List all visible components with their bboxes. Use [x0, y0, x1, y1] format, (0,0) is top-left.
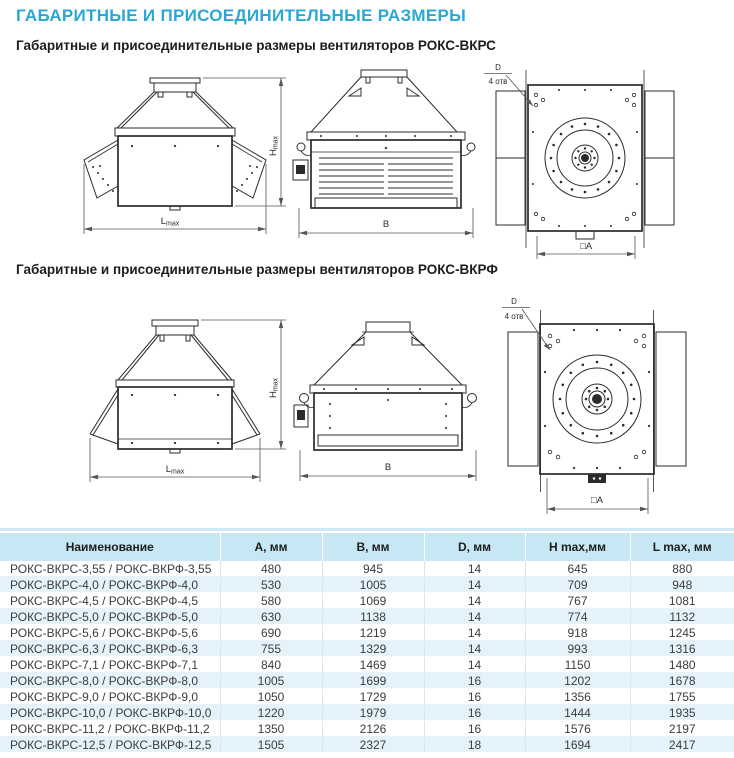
row-value-cell: 2126	[322, 721, 424, 737]
row-value-cell: 1755	[630, 689, 734, 705]
row-value-cell: 1350	[220, 721, 322, 737]
row-value-cell: 1150	[525, 657, 630, 673]
row-value-cell: 1935	[630, 705, 734, 721]
table-row	[0, 657, 734, 673]
row-value-cell: 2417	[630, 737, 734, 753]
row-name-cell: РОКС-ВКРС-8,0 / РОКС-ВКРФ-8,0	[0, 673, 220, 689]
col-header-a: А, мм	[220, 533, 322, 561]
row-value-cell: 1202	[525, 673, 630, 689]
row-value-cell: 14	[424, 641, 525, 657]
row-value-cell: 645	[525, 561, 630, 577]
row-value-cell: 14	[424, 609, 525, 625]
row-value-cell: 1220	[220, 705, 322, 721]
row-value-cell: 2197	[630, 721, 734, 737]
row-name-cell: РОКС-ВКРС-5,0 / РОКС-ВКРФ-5,0	[0, 609, 220, 625]
row-value-cell: 1729	[322, 689, 424, 705]
col-header-name: Наименование	[0, 533, 220, 561]
hole-diameter-label: D	[511, 297, 517, 306]
hmax-label: Hmax	[268, 377, 280, 399]
row-name-cell: РОКС-ВКРС-9,0 / РОКС-ВКРФ-9,0	[0, 689, 220, 705]
page-title: ГАБАРИТНЫЕ И ПРИСОЕДИНИТЕЛЬНЫЕ РАЗМЕРЫ	[16, 6, 467, 25]
lmax-label: Lmax	[160, 216, 180, 228]
hmax-label: Hmax	[268, 135, 280, 157]
row-value-cell: 709	[525, 577, 630, 593]
vkrs-top-view-drawing	[476, 58, 734, 263]
row-name-cell: РОКС-ВКРС-4,0 / РОКС-ВКРФ-4,0	[0, 577, 220, 593]
row-value-cell: 18	[424, 737, 525, 753]
row-value-cell: 1480	[630, 657, 734, 673]
row-name-cell: РОКС-ВКРС-10,0 / РОКС-ВКРФ-10,0	[0, 705, 220, 721]
table-header-row	[0, 533, 734, 561]
row-value-cell: 1316	[630, 641, 734, 657]
row-value-cell: 690	[220, 625, 322, 641]
row-value-cell: 755	[220, 641, 322, 657]
row-value-cell: 16	[424, 689, 525, 705]
row-value-cell: 1219	[322, 625, 424, 641]
row-value-cell: 1329	[322, 641, 424, 657]
col-header-lmax: L max, мм	[630, 533, 734, 561]
row-value-cell: 16	[424, 705, 525, 721]
hole-count-label: 4 отв	[504, 312, 524, 321]
vkrf-side-view-drawing	[290, 292, 490, 524]
row-value-cell: 14	[424, 577, 525, 593]
row-value-cell: 14	[424, 625, 525, 641]
row-value-cell: 14	[424, 657, 525, 673]
row-value-cell: 1132	[630, 609, 734, 625]
row-name-cell: РОКС-ВКРС-6,3 / РОКС-ВКРФ-6,3	[0, 641, 220, 657]
row-value-cell: 530	[220, 577, 322, 593]
row-value-cell: 16	[424, 673, 525, 689]
table-row	[0, 737, 734, 753]
table-row	[0, 593, 734, 609]
table-row	[0, 721, 734, 737]
hole-diameter-label: D	[495, 63, 501, 72]
dimensions-table-section	[0, 528, 734, 753]
row-name-cell: РОКС-ВКРС-3,55 / РОКС-ВКРФ-3,55	[0, 561, 220, 577]
vkrs-front-view-drawing	[20, 66, 295, 258]
row-value-cell: 14	[424, 593, 525, 609]
row-value-cell: 1469	[322, 657, 424, 673]
table-row	[0, 689, 734, 705]
b-dim-label: B	[384, 462, 392, 473]
row-value-cell: 1444	[525, 705, 630, 721]
row-value-cell: 993	[525, 641, 630, 657]
table-row	[0, 705, 734, 721]
row-name-cell: РОКС-ВКРС-7,1 / РОКС-ВКРФ-7,1	[0, 657, 220, 673]
row-value-cell: 14	[424, 561, 525, 577]
row-value-cell: 1245	[630, 625, 734, 641]
row-value-cell: 1069	[322, 593, 424, 609]
row-name-cell: РОКС-ВКРС-12,5 / РОКС-ВКРФ-12,5	[0, 737, 220, 753]
col-header-d: D, мм	[424, 533, 525, 561]
row-value-cell: 840	[220, 657, 322, 673]
row-name-cell: РОКС-ВКРС-5,6 / РОКС-ВКРФ-5,6	[0, 625, 220, 641]
b-dim-label: B	[382, 219, 390, 230]
row-value-cell: 630	[220, 609, 322, 625]
row-value-cell: 880	[630, 561, 734, 577]
row-value-cell: 1694	[525, 737, 630, 753]
row-value-cell: 1081	[630, 593, 734, 609]
table-row	[0, 577, 734, 593]
lmax-label: Lmax	[165, 464, 185, 476]
dimensions-table	[0, 533, 734, 753]
section-heading-vkrs: Габаритные и присоединительные размеры вентиляторов РОКС-ВКРС	[16, 38, 496, 53]
row-value-cell: 480	[220, 561, 322, 577]
table-row	[0, 641, 734, 657]
table-row	[0, 625, 734, 641]
row-value-cell: 1005	[322, 577, 424, 593]
row-value-cell: 1678	[630, 673, 734, 689]
row-value-cell: 1576	[525, 721, 630, 737]
col-header-hmax: Н max,мм	[525, 533, 630, 561]
dimensions-table-body	[0, 561, 734, 753]
table-row	[0, 561, 734, 577]
row-value-cell: 918	[525, 625, 630, 641]
vkrs-side-view-drawing	[291, 60, 481, 260]
col-header-b: В, мм	[322, 533, 424, 561]
row-value-cell: 1138	[322, 609, 424, 625]
row-value-cell: 948	[630, 577, 734, 593]
row-value-cell: 1356	[525, 689, 630, 705]
row-value-cell: 945	[322, 561, 424, 577]
row-value-cell: 1005	[220, 673, 322, 689]
vkrf-front-view-drawing	[20, 292, 295, 524]
row-value-cell: 774	[525, 609, 630, 625]
row-value-cell: 1979	[322, 705, 424, 721]
row-name-cell: РОКС-ВКРС-11,2 / РОКС-ВКРФ-11,2	[0, 721, 220, 737]
section-heading-vkrf: Габаритные и присоединительные размеры вентиляторов РОКС-ВКРФ	[16, 262, 498, 277]
row-value-cell: 16	[424, 721, 525, 737]
table-top-divider	[0, 528, 734, 531]
vkrf-top-view-drawing	[470, 292, 734, 527]
row-name-cell: РОКС-ВКРС-4,5 / РОКС-ВКРФ-4,5	[0, 593, 220, 609]
table-row	[0, 609, 734, 625]
row-value-cell: 1699	[322, 673, 424, 689]
row-value-cell: 767	[525, 593, 630, 609]
row-value-cell: 1050	[220, 689, 322, 705]
table-row	[0, 673, 734, 689]
square-a-label: □A	[590, 495, 604, 506]
square-a-label: □A	[579, 241, 593, 252]
hole-count-label: 4 отв	[488, 77, 508, 86]
row-value-cell: 1505	[220, 737, 322, 753]
row-value-cell: 580	[220, 593, 322, 609]
row-value-cell: 2327	[322, 737, 424, 753]
